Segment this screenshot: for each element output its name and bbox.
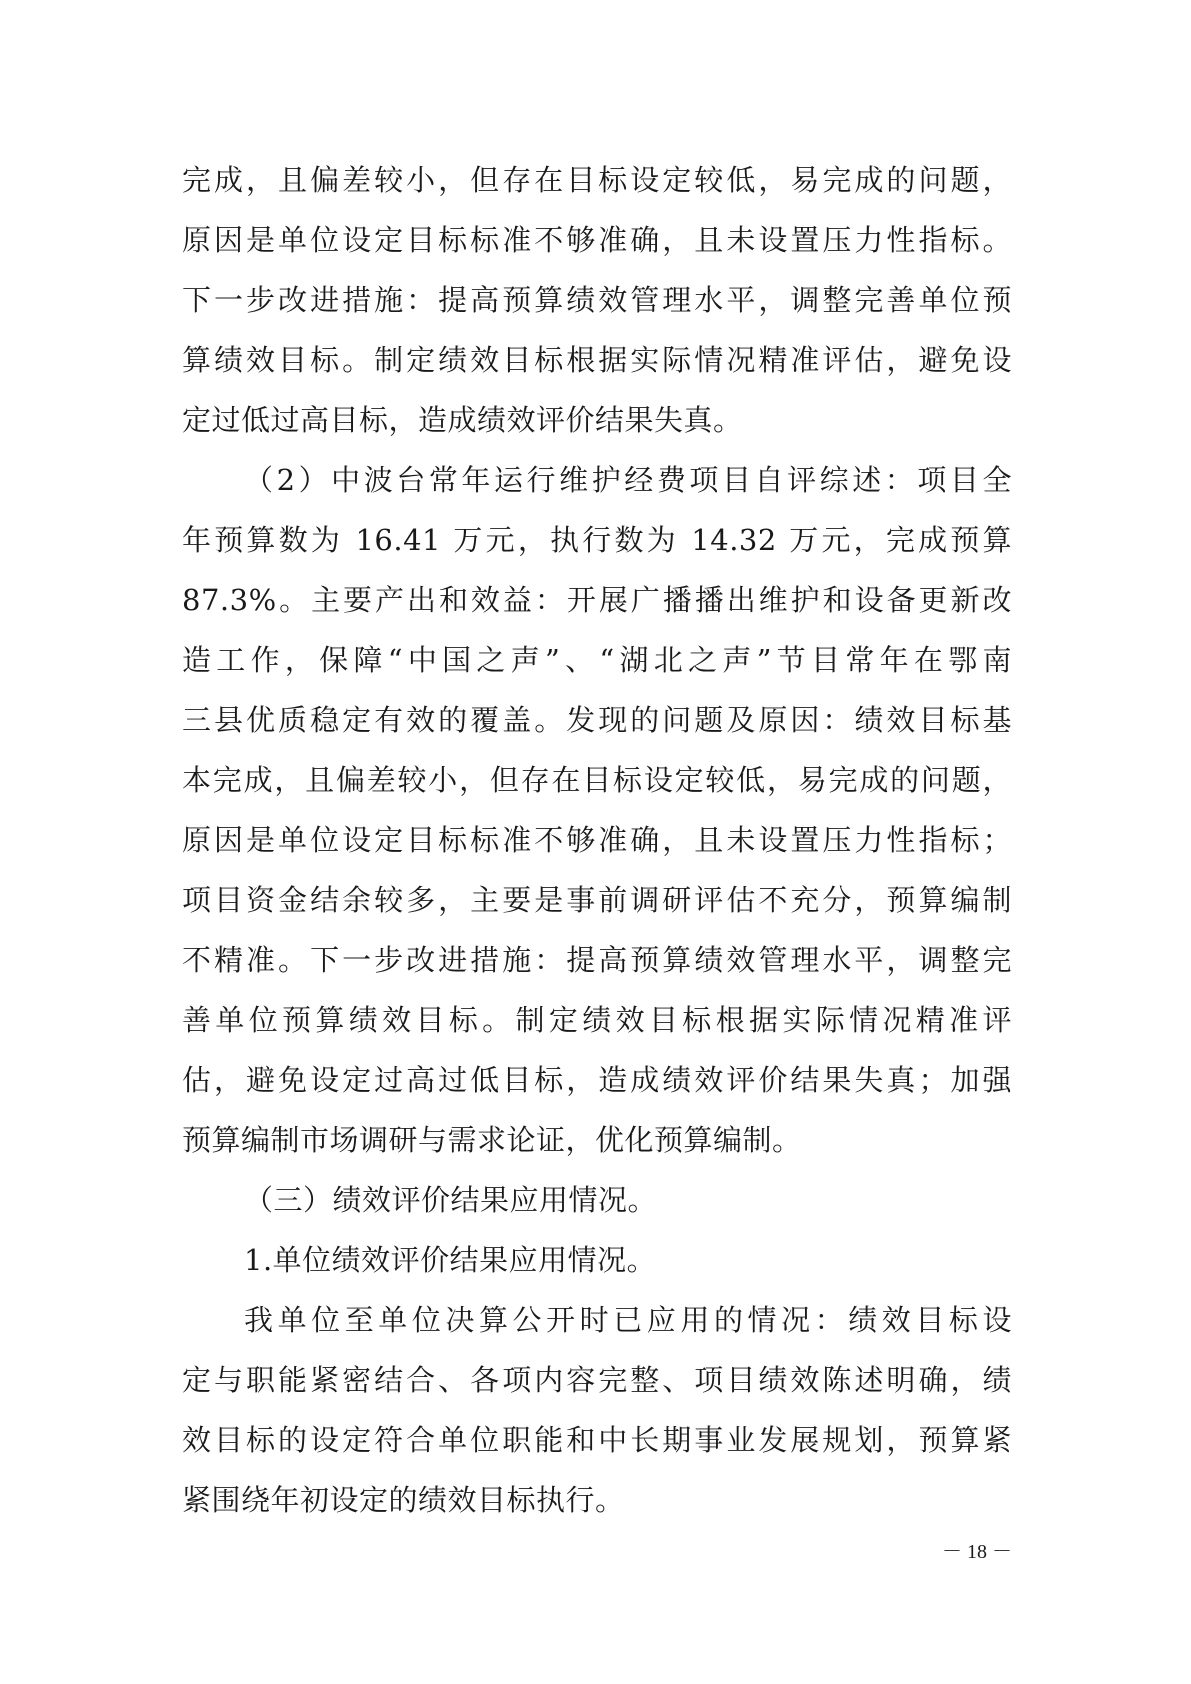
paragraph: [182, 1290, 1012, 1530]
text-line: 预算编制市场调研与需求论证，优化预算编制。: [182, 1123, 802, 1157]
text-line: 效目标的设定符合单位职能和中长期事业发展规划，预算紧: [182, 1423, 1012, 1457]
text-line: 年预算数为 16.41 万元，执行数为 14.32 万元，完成预算: [182, 523, 1012, 557]
text-line: 不精准。下一步改进措施：提高预算绩效管理水平，调整完: [182, 943, 1012, 977]
paragraph: [182, 150, 1012, 450]
text-line: 项目资金结余较多，主要是事前调研评估不充分，预算编制: [182, 883, 1012, 917]
text-line: 原因是单位设定目标标准不够准确，且未设置压力性指标；: [182, 823, 1012, 857]
section-heading: [182, 1170, 1012, 1230]
body-text: [182, 150, 1012, 1530]
text-line: 定与职能紧密结合、各项内容完整、项目绩效陈述明确，绩: [182, 1363, 1012, 1397]
text-line: （2）中波台常年运行维护经费项目自评综述：项目全: [244, 463, 1012, 497]
text-line: 估，避免设定过高过低目标，造成绩效评价结果失真；加强: [182, 1063, 1012, 1097]
subsection-heading: [182, 1230, 1012, 1290]
text-line: 87.3%。主要产出和效益：开展广播播出维护和设备更新改: [182, 583, 1012, 617]
text-line: 紧围绕年初设定的绩效目标执行。: [182, 1483, 625, 1517]
text-line: 原因是单位设定目标标准不够准确，且未设置压力性指标。: [182, 223, 1012, 257]
text-line: 算绩效目标。制定绩效目标根据实际情况精准评估，避免设: [182, 343, 1012, 377]
text-line: 定过低过高目标，造成绩效评价结果失真。: [182, 403, 743, 437]
text-line: 善单位预算绩效目标。制定绩效目标根据实际情况精准评: [182, 1003, 1012, 1037]
text-line: 造工作，保障“中国之声”、“湖北之声”节目常年在鄂南: [182, 643, 1012, 677]
heading-text: 1.单位绩效评价结果应用情况。: [244, 1243, 657, 1277]
text-line: 三县优质稳定有效的覆盖。发现的问题及原因：绩效目标基: [182, 703, 1012, 737]
heading-text: （三）绩效评价结果应用情况。: [244, 1183, 658, 1217]
text-line: 本完成，且偏差较小，但存在目标设定较低，易完成的问题，: [182, 763, 1012, 797]
text-line: 完成，且偏差较小，但存在目标设定较低，易完成的问题，: [182, 163, 1012, 197]
text-line: 下一步改进措施：提高预算绩效管理水平，调整完善单位预: [182, 283, 1012, 317]
page-number: － 18 －: [942, 1541, 1012, 1563]
text-line: 我单位至单位决算公开时已应用的情况：绩效目标设: [244, 1303, 1012, 1337]
paragraph: [182, 450, 1012, 1170]
